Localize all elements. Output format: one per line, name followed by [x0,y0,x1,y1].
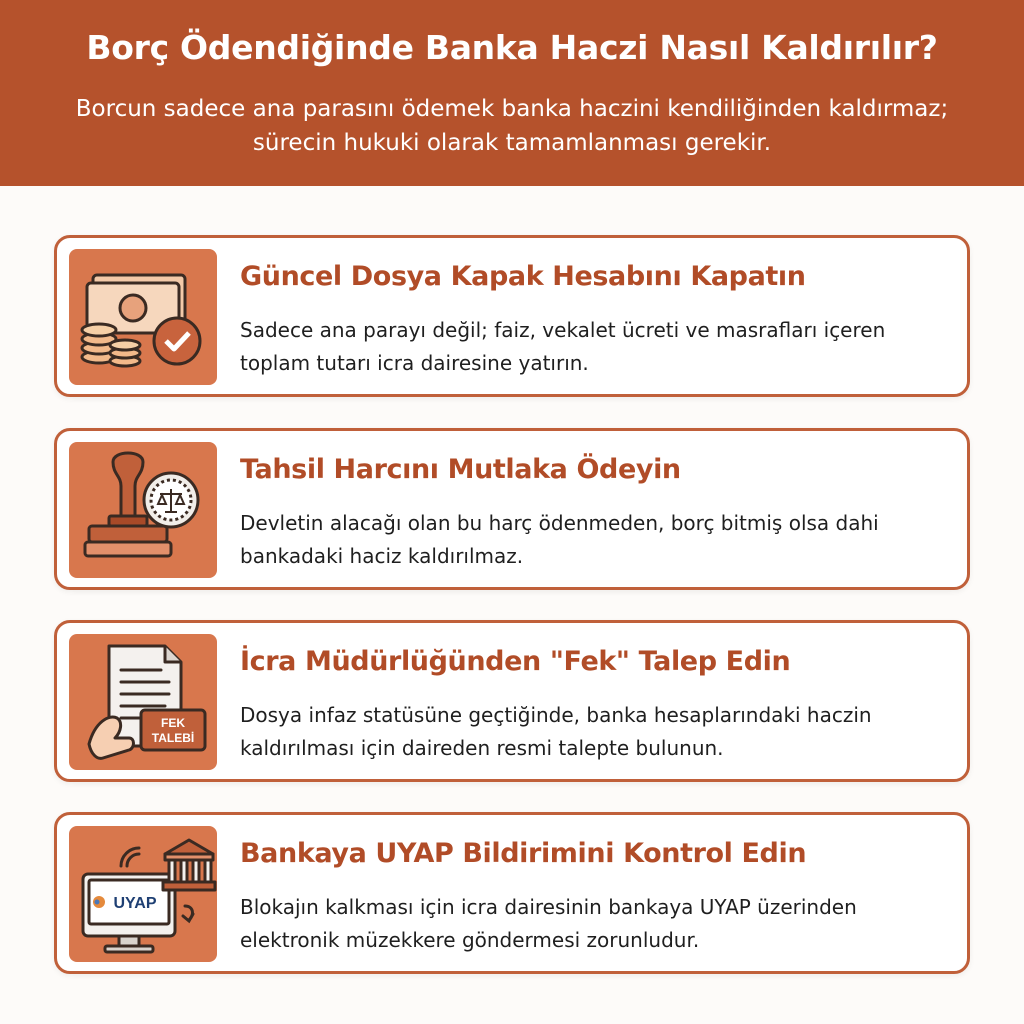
step-description: Dosya infaz statüsüne geçtiğinde, banka hesaplarındaki haczin kaldırılması için daireden resmi talepte bulunun. [240,703,872,760]
step-title: Tahsil Harcını Mutlaka Ödeyin [240,454,681,485]
step-title: Bankaya UYAP Bildirimini Kontrol Edin [240,838,807,869]
step-title: İcra Müdürlüğünden "Fek" Talep Edin [240,646,791,677]
header-banner [0,0,1024,186]
money-coins-check-icon [69,249,217,385]
step-card-3 [54,620,970,782]
fek-badge-line-2: TALEBİ [151,731,195,745]
step-card-4 [54,812,970,974]
page-title: Borç Ödendiğinde Banka Haczi Nasıl Kaldırılır? [86,28,938,67]
uyap-screen-label: UYAP [113,895,157,912]
step-description: Devletin alacağı olan bu harç ödenmeden, borç bitmiş olsa dahi bankadaki haciz kaldırılmaz. [240,511,879,568]
step-description: Sadece ana parayı değil; faiz, vekalet ücreti ve masrafları içeren toplam tutarı icra dairesine yatırın. [240,318,886,375]
step-card-1 [54,235,970,397]
step-card-2 [54,428,970,590]
step-description: Blokajın kalkması için icra dairesinin bankaya UYAP üzerinden elektronik müzekkere göndermesi zorunludur. [240,895,857,952]
step-title: Güncel Dosya Kapak Hesabını Kapatın [240,261,806,292]
document-request-icon [69,634,217,770]
page-subtitle: Borcun sadece ana parasını ödemek banka haczini kendiliğinden kaldırmaz; sürecin hukuki olarak tamamlanması gerekir. [75,96,949,156]
fek-badge-line-1: FEK [161,716,185,730]
uyap-monitor-bank-icon [69,826,217,962]
stamp-seal-icon [69,442,217,578]
